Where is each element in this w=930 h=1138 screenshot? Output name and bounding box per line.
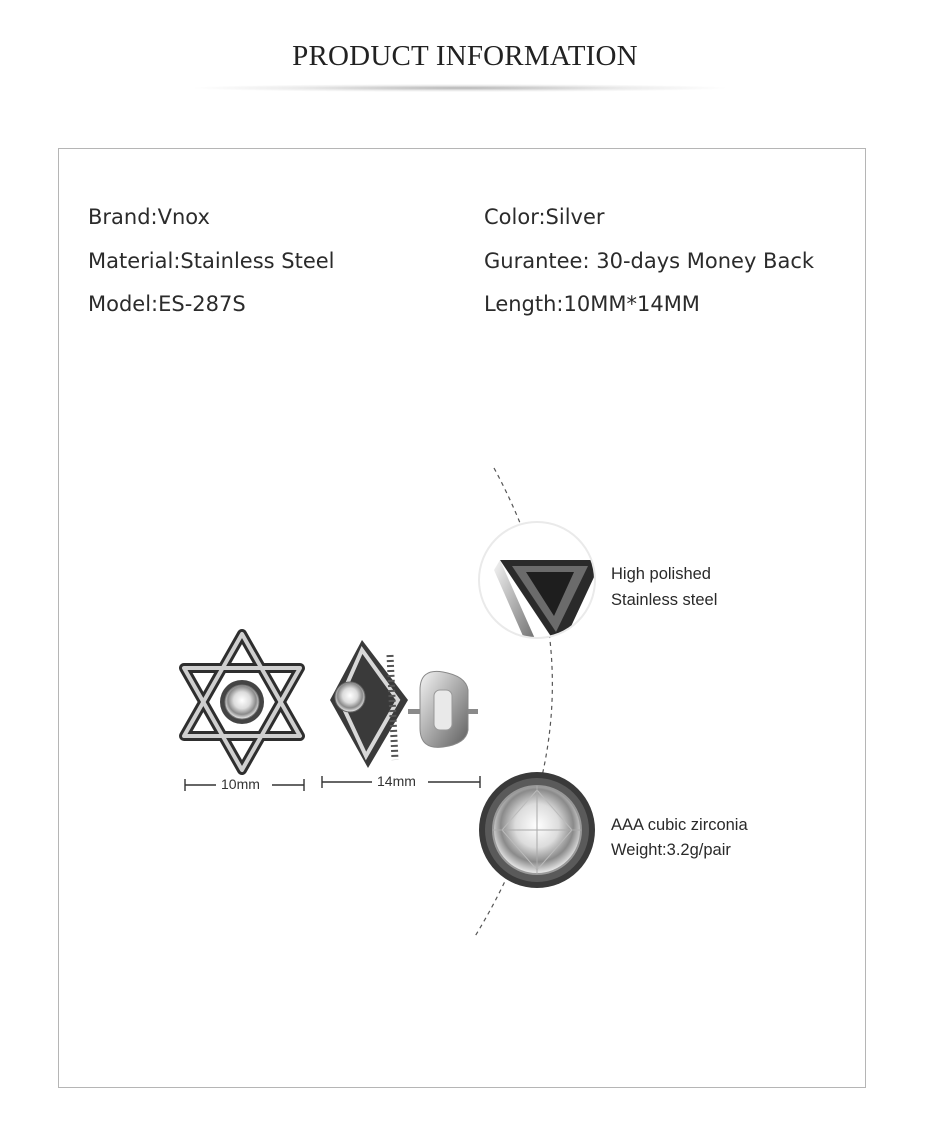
spec-material: Material:Stainless Steel (88, 249, 335, 273)
steel-callout-line1: High polished (611, 565, 711, 583)
steel-callout-line2: Stainless steel (611, 591, 718, 609)
spec-model: Model:ES-287S (88, 292, 246, 316)
spec-color: Color:Silver (484, 205, 605, 229)
width-dimension-label: 10mm (221, 776, 260, 792)
spec-guarantee: Gurantee: 30-days Money Back (484, 249, 815, 273)
earring-front-view (184, 634, 300, 770)
spec-brand: Brand:Vnox (88, 205, 210, 229)
earring-side-view (330, 640, 478, 768)
zirconia-callout-line1: AAA cubic zirconia (611, 816, 748, 834)
spec-length: Length:10MM*14MM (484, 292, 700, 316)
page-title: PRODUCT INFORMATION (292, 40, 638, 72)
zirconia-zoom-circle (479, 772, 595, 888)
depth-dimension-label: 14mm (377, 773, 416, 789)
zirconia-callout-line2: Weight:3.2g/pair (611, 841, 731, 859)
steel-zoom-circle (479, 522, 602, 652)
